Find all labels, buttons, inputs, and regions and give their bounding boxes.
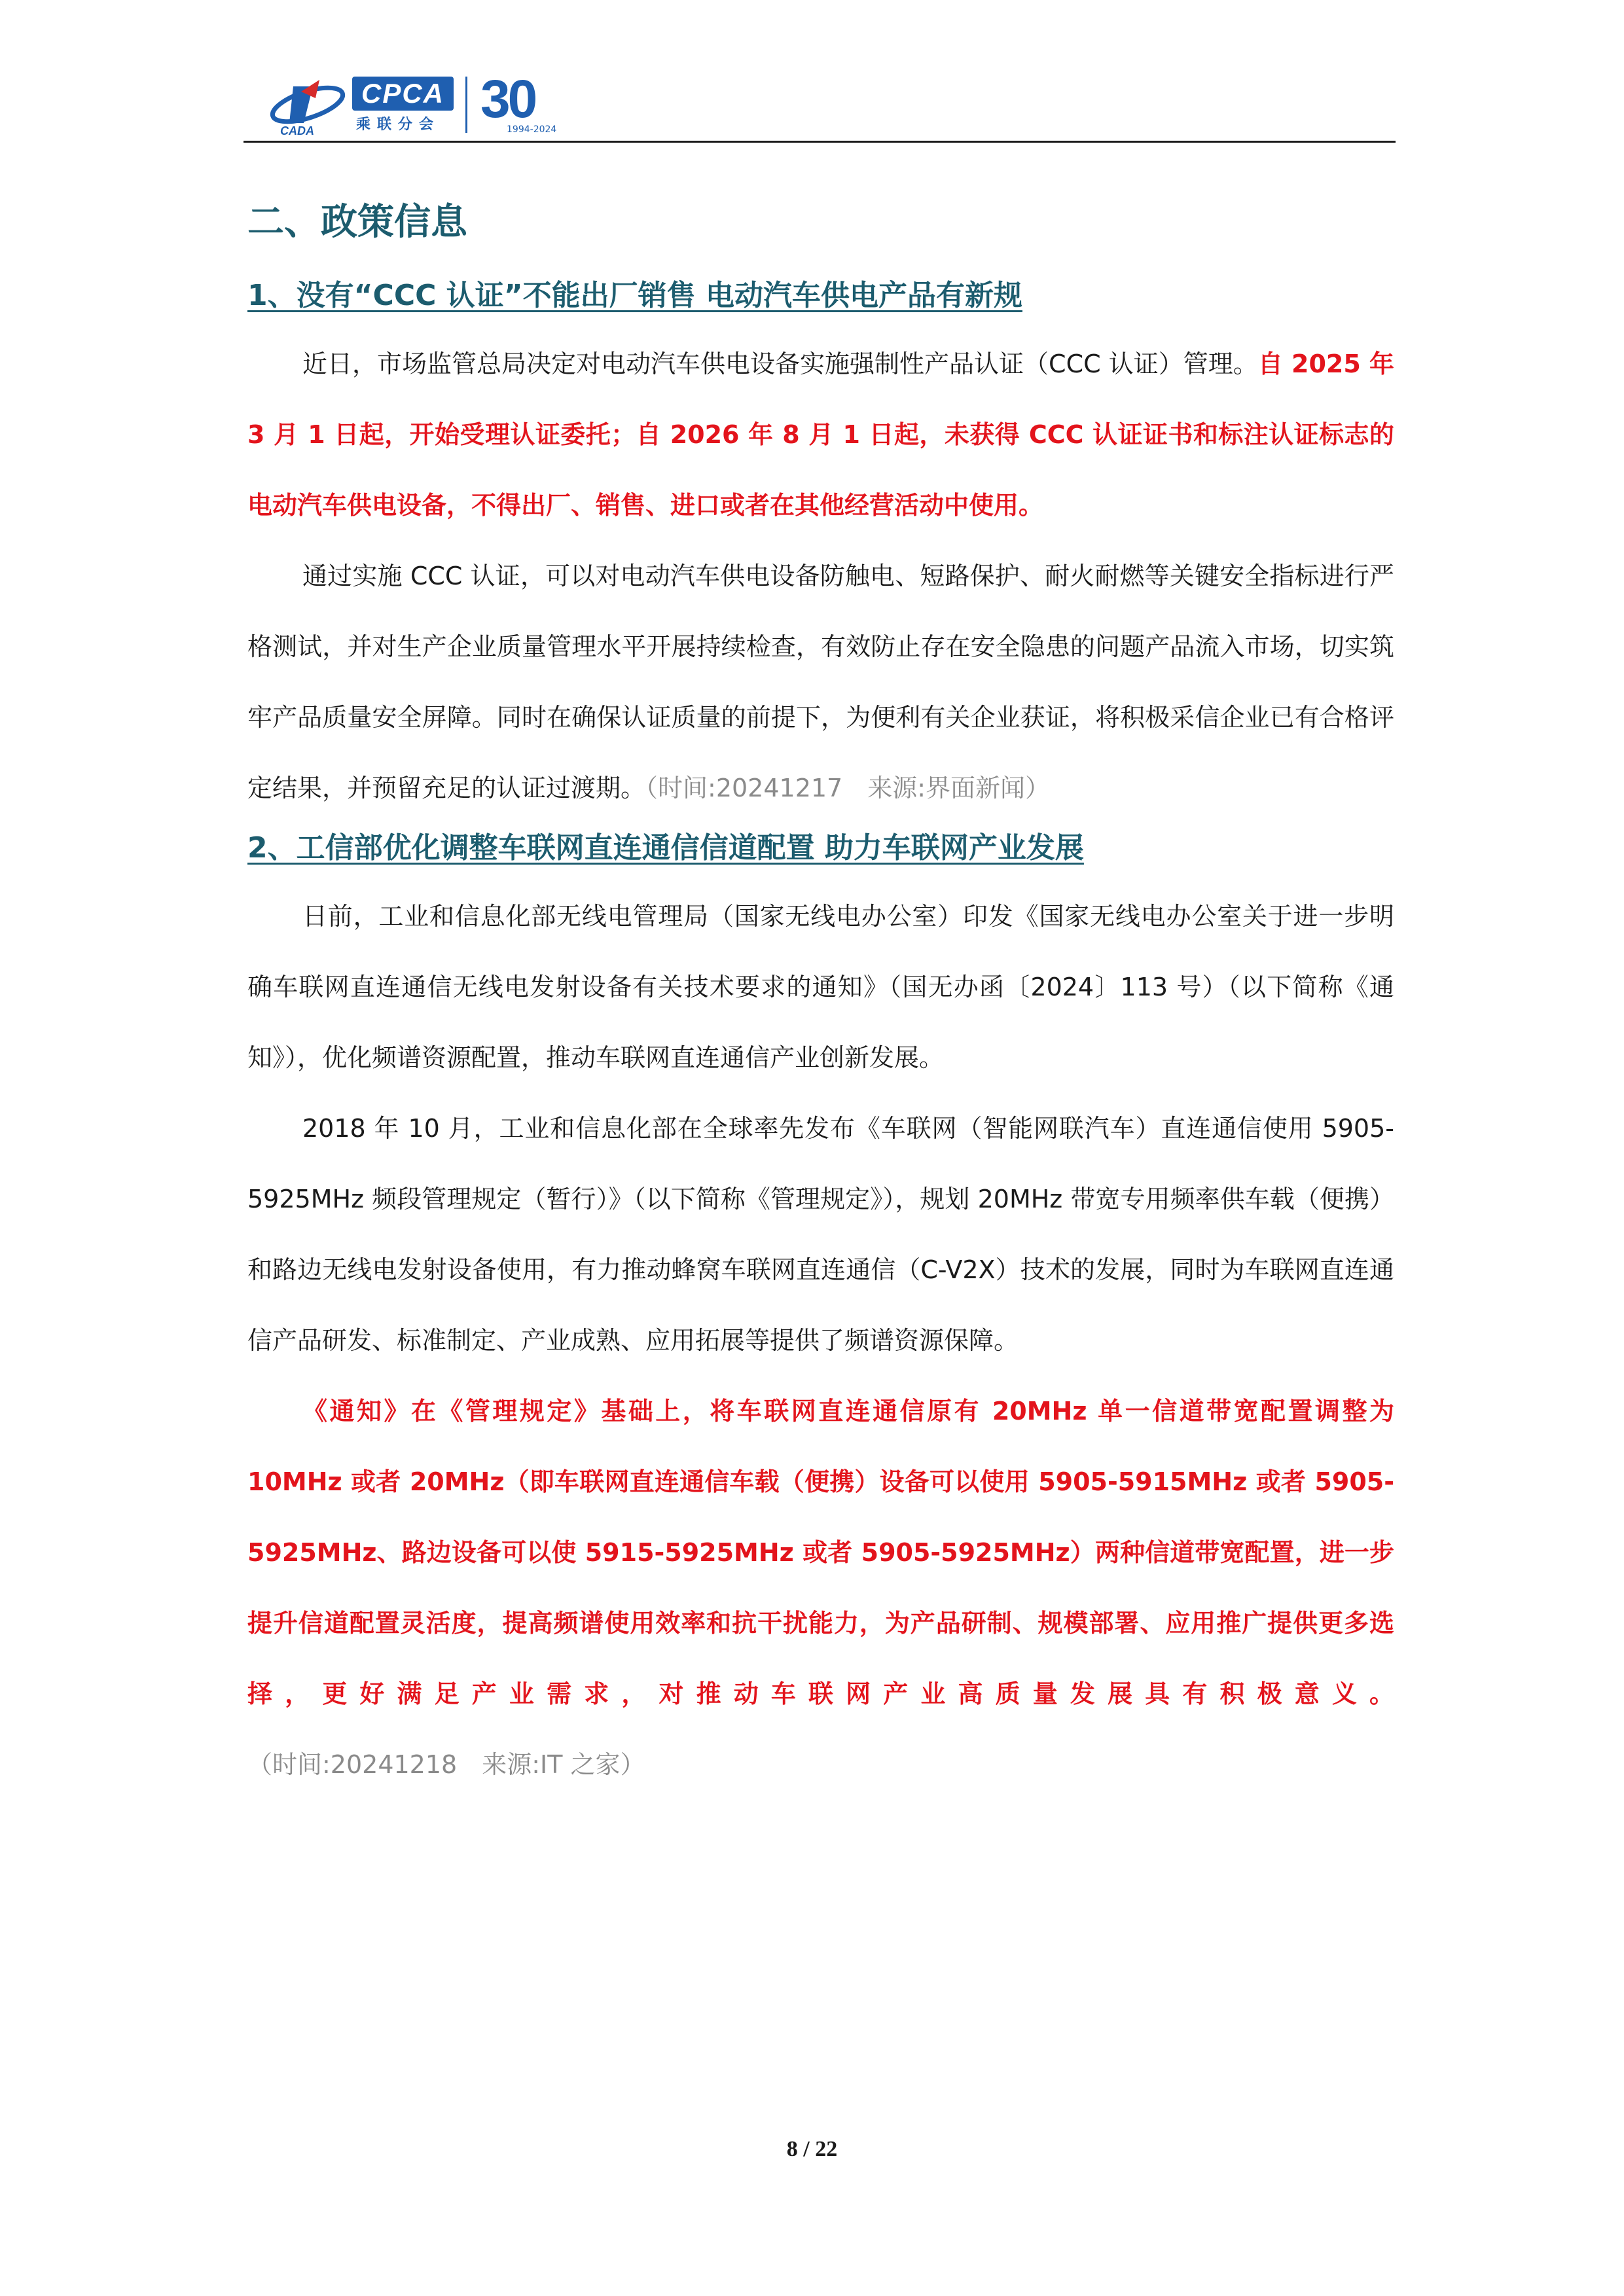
page-header xyxy=(244,65,1396,143)
anniversary-number: 30 xyxy=(480,69,535,129)
source-note: （时间:20241218 来源:IT 之家） xyxy=(247,1750,645,1779)
page-number: 8 / 22 xyxy=(786,2137,838,2161)
page-content xyxy=(247,196,1394,1800)
article-paragraph xyxy=(247,329,1394,541)
article-1 xyxy=(247,275,1394,823)
article-paragraph xyxy=(247,541,1394,823)
highlighted-text: 自 2025 年 3 月 1 日起，开始受理认证委托；自 2026 年 8 月 1 日起，未获得 CCC 认证证书和标注认证标志的电动汽车供电设备，不得出厂、销售、进口或者在其他经营活动中使用。 xyxy=(247,350,1394,520)
source-note: （时间:20241217 来源:界面新闻） xyxy=(645,774,1051,802)
paragraph-text: 近日，市场监管总局决定对电动汽车供电设备实施强制性产品认证（CCC 认证）管理。 xyxy=(302,350,1258,378)
article-paragraph xyxy=(247,881,1394,1093)
section-title: 二、政策信息 xyxy=(247,201,467,243)
article-2 xyxy=(247,827,1394,1800)
cpca-chinese-name: 乘联分会 xyxy=(356,116,441,133)
header-rule xyxy=(244,141,1396,143)
paragraph-text: 通过实施 CCC 认证，可以对电动汽车供电设备防触电、短路保护、耐火耐燃等关键安全指标进行严格测试，并对生产企业质量管理水平开展持续检查，有效防止存在安全隐患的问题产品流入市场，切实筑牢产品质量安全屏障。同时在确保认证质量的前提下，为便利有关企业获证，将积极采信企业已有合格评定结果，并预留充足的认证过渡期。 xyxy=(247,562,1394,802)
cpca-wordmark: CPCA xyxy=(352,77,454,111)
anniversary-badge xyxy=(480,69,566,136)
cada-swirl-icon xyxy=(267,72,351,137)
cpca-logo xyxy=(267,69,566,137)
logo-divider xyxy=(465,77,467,133)
article-title: 1、没有“CCC 认证”不能出厂销售 电动汽车供电产品有新规 xyxy=(247,279,1022,312)
article-paragraph xyxy=(247,1093,1394,1376)
article-title: 2、工信部优化调整车联网直连通信信道配置 助力车联网产业发展 xyxy=(247,831,1084,865)
highlighted-text: 《通知》在《管理规定》基础上，将车联网直连通信原有 20MHz 单一信道带宽配置调整为 10MHz 或者 20MHz（即车联网直连通信车载（便携）设备可以使用 5905-5915MHz 或者 5905-5925MHz、路边设备可以使 5915-5925MHz 或者 5905-5925MHz）两种信道带宽配置，进一步提升信道配置灵活度，提高频谱使用效率和抗干扰能力，为产品研制、规模部署、应用推广提供更多选择，更好满足产业需求，对推动车联网产业高质量发展具有积极意义。 xyxy=(247,1397,1394,1708)
paragraph-text: 日前，工业和信息化部无线电管理局（国家无线电办公室）印发《国家无线电办公室关于进一步明确车联网直连通信无线电发射设备有关技术要求的通知》（国无办函〔2024〕113 号）（以下简称《通知》），优化频谱资源配置，推动车联网直连通信产业创新发展。 xyxy=(247,902,1394,1072)
svg-text:CADA: CADA xyxy=(280,124,314,137)
article-paragraph xyxy=(247,1376,1394,1800)
paragraph-text: 2018 年 10 月，工业和信息化部在全球率先发布《车联网（智能网联汽车）直连通信使用 5905-5925MHz 频段管理规定（暂行）》（以下简称《管理规定》），规划 20MHz 带宽专用频率供车载（便携）和路边无线电发射设备使用，有力推动蜂窝车联网直连通信（C-V2X）技术的发展，同时为车联网直连通信产品研发、标准制定、产业成熟、应用拓展等提供了频谱资源保障。 xyxy=(247,1114,1394,1355)
anniversary-years: 1994-2024 xyxy=(507,124,557,135)
